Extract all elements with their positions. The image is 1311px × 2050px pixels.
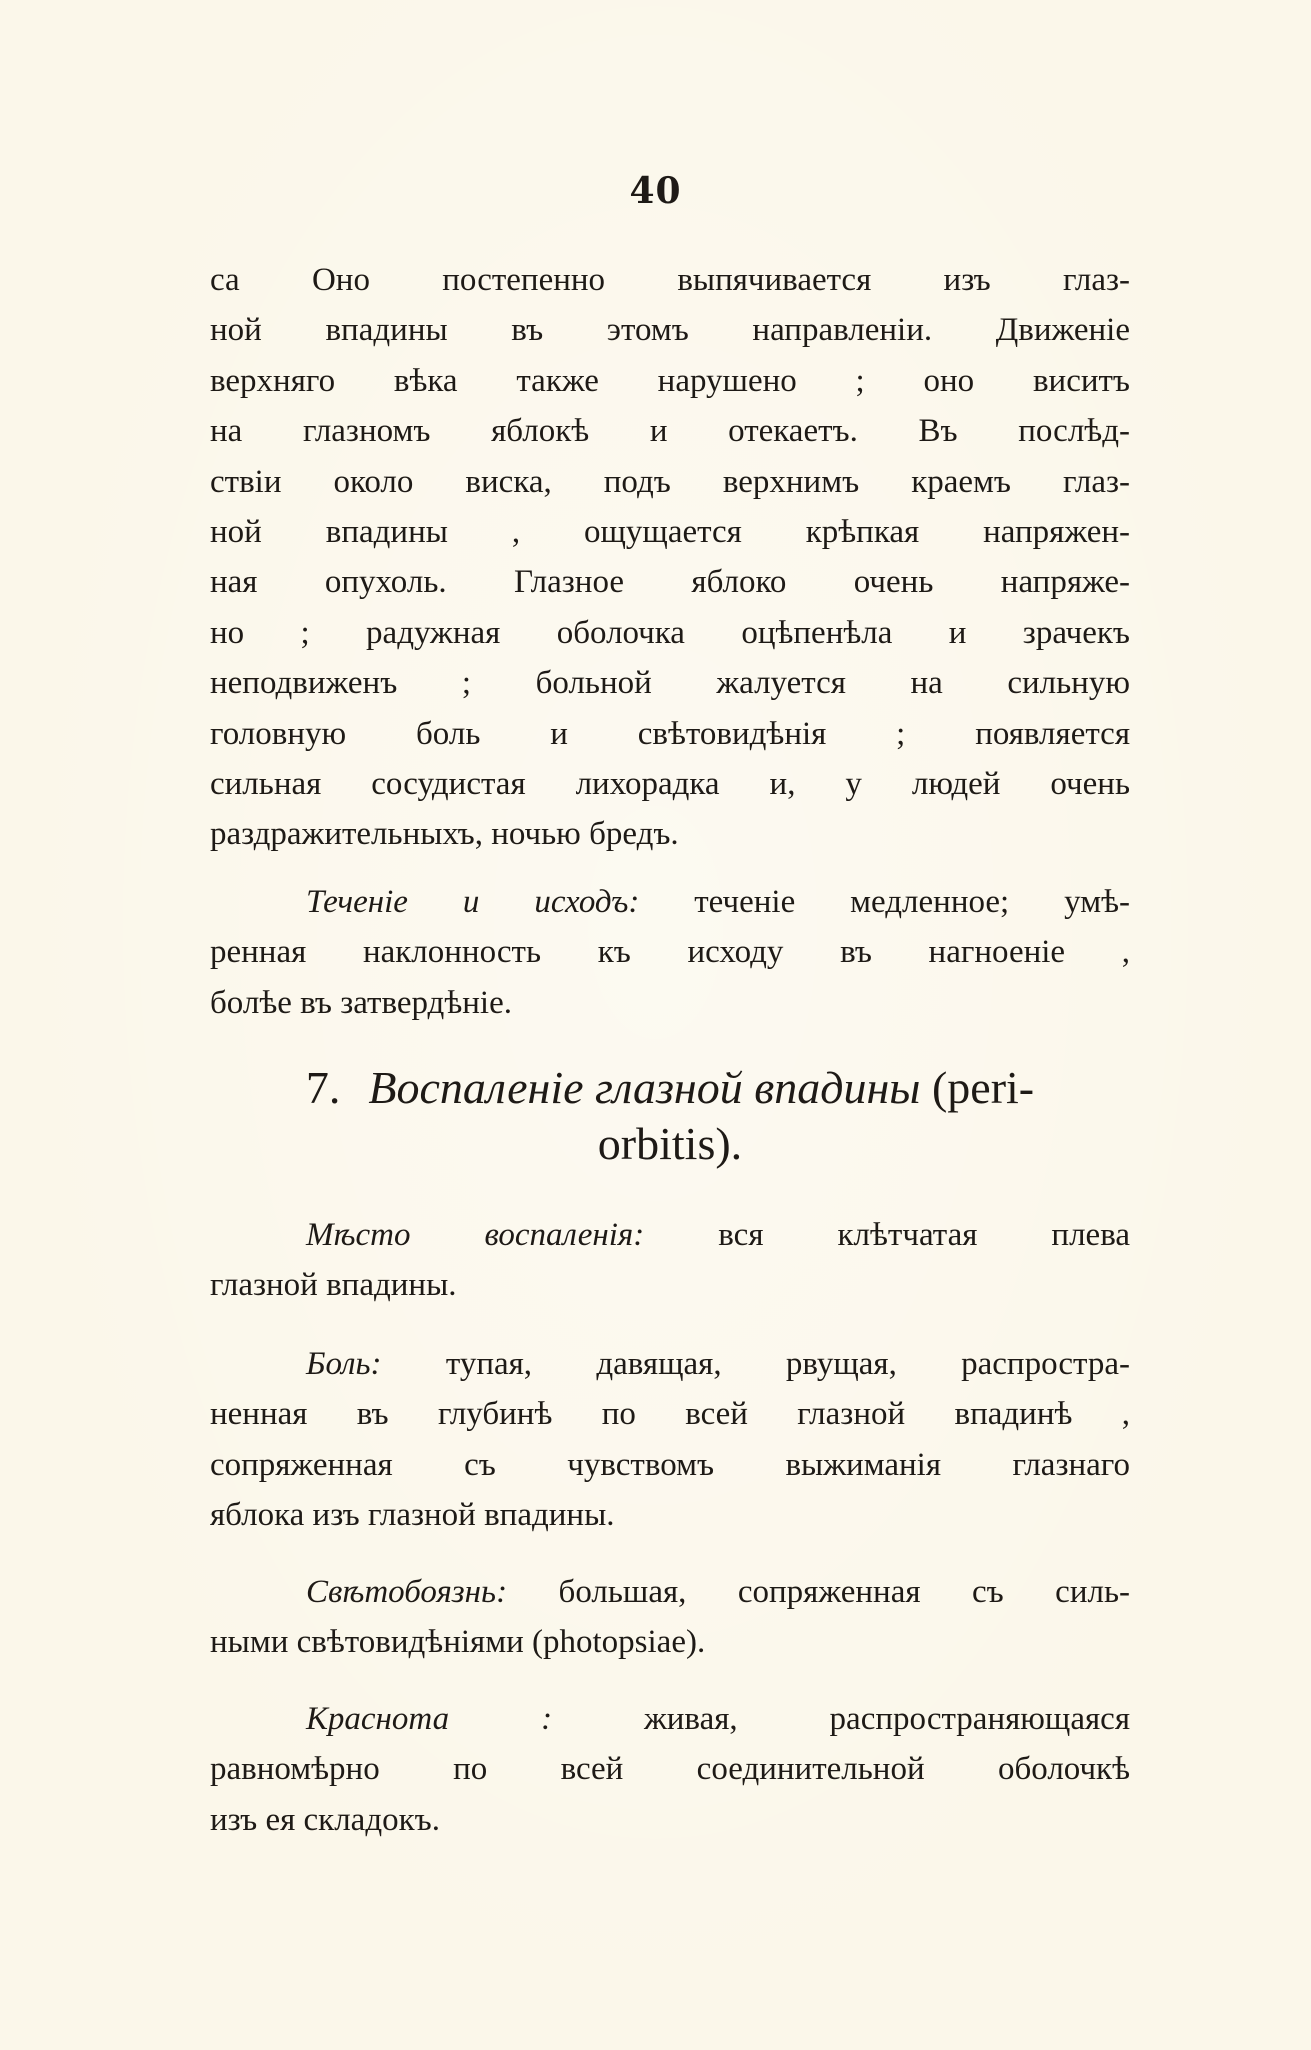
- paragraph-lead: Мѣсто воспаленія:: [306, 1217, 645, 1253]
- paragraph-site: [210, 1210, 1130, 1311]
- paragraph-lead: Свѣтобоязнь:: [306, 1574, 508, 1610]
- paragraph-course-outcome: [210, 877, 1130, 1028]
- text-segment: большая, сопряженная съ силь-: [507, 1574, 1130, 1610]
- text-line: сильная сосудистая лихорадка и, у людей очень: [210, 766, 1130, 803]
- paragraph-lead: Боль:: [306, 1346, 382, 1382]
- paragraph-lead: Теченіе и исходъ:: [306, 884, 640, 920]
- text-segment: тупая, давящая, рвущая, распростра-: [381, 1346, 1130, 1382]
- paragraph-pain: [210, 1339, 1130, 1541]
- text-line: ной впадины въ этомъ направленіи. Движеніе: [210, 312, 1130, 349]
- section-latin-name: (peri-: [931, 1062, 1035, 1113]
- text-segment: живая, распространяющаяся: [552, 1701, 1130, 1737]
- heading-line: orbitis).: [597, 1118, 743, 1169]
- text-line: ненная въ глубинѣ по всей глазной впадинѣ ,: [210, 1396, 1130, 1433]
- text-line: [210, 1694, 1130, 1744]
- text-line: раздражительныхъ, ночью бредъ.: [210, 816, 679, 853]
- text-line: яблока изъ глазной впадины.: [210, 1497, 615, 1534]
- text-line: [210, 877, 1130, 927]
- text-line: ной впадины , ощущается крѣпкая напряжен-: [210, 514, 1130, 551]
- text-line: сопряженная съ чувствомъ выжиманія глазнаго: [210, 1446, 1130, 1483]
- text-segment: теченіе медленное; умѣ-: [639, 884, 1130, 920]
- paragraph-photophobia: [210, 1567, 1130, 1668]
- section-number: 7.: [305, 1062, 341, 1113]
- paragraph-lead: Краснота :: [306, 1701, 553, 1737]
- text-line: равномѣрно по всей соединительной оболочкѣ: [210, 1751, 1130, 1788]
- text-segment: вся клѣтчатая плева: [644, 1217, 1130, 1253]
- paragraph-continuation: [210, 255, 1130, 860]
- text-line: ренная наклонность къ исходу въ нагноеніе ,: [210, 934, 1130, 971]
- text-line: ными свѣтовидѣніями (photopsiae).: [210, 1624, 706, 1661]
- text-line: неподвиженъ ; больной жалуется на сильную: [210, 665, 1130, 702]
- text-line: верхняго вѣка также нарушено ; оно виситъ: [210, 362, 1130, 399]
- text-line: ствіи около виска, подъ верхнимъ краемъ глаз-: [210, 463, 1130, 500]
- text-line: болѣе въ затвердѣніе.: [210, 984, 512, 1021]
- heading-line: [210, 1060, 1130, 1116]
- text-line: глазной впадины.: [210, 1267, 457, 1304]
- text-line: на глазномъ яблокѣ и отекаетъ. Въ послѣд-: [210, 413, 1130, 450]
- text-line: головную боль и свѣтовидѣнія ; появляется: [210, 715, 1130, 752]
- text-line: [210, 1567, 1130, 1617]
- text-line: ная опухоль. Глазное яблоко очень напряже-: [210, 564, 1130, 601]
- section-title: Воспаленіе глазной впадины: [368, 1062, 921, 1113]
- text-line: изъ ея складокъ.: [210, 1801, 440, 1838]
- page-number: 40: [629, 170, 682, 212]
- text-line: [210, 1210, 1130, 1260]
- text-line: [210, 1339, 1130, 1389]
- text-line: но ; радужная оболочка оцѣпенѣла и зрачекъ: [210, 614, 1130, 651]
- text-line: са Оно постепенно выпячивается изъ глаз-: [210, 262, 1130, 298]
- section-heading: [210, 1060, 1130, 1172]
- paragraph-redness: [210, 1694, 1130, 1845]
